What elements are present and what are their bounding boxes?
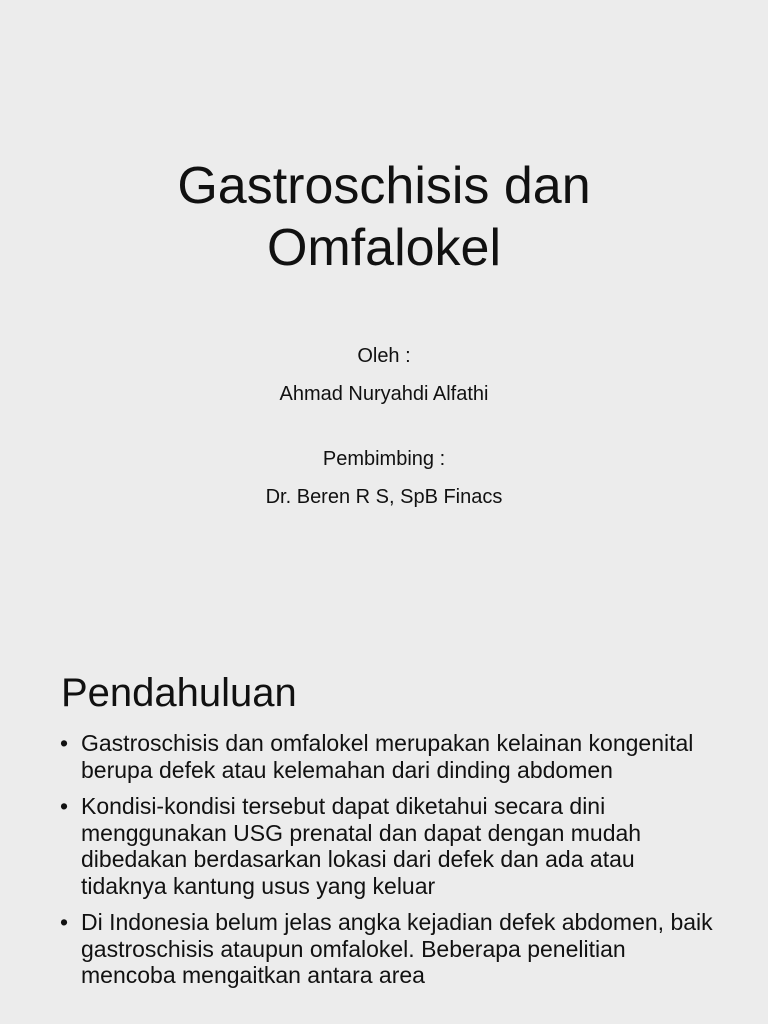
bullet-dot-icon: • [60, 730, 69, 756]
bullet-item [60, 730, 720, 783]
bullet-dot-icon: • [60, 909, 69, 935]
title-line-2: Omfalokel [266, 218, 502, 277]
advisor-name: Dr. Beren R S, SpB Finacs [265, 486, 503, 508]
author-label: Oleh : [357, 345, 411, 367]
bullet-text: Gastroschisis dan omfalokel merupakan kelainan kongenital berupa defek atau kelemahan dari dinding abdomen [81, 730, 694, 783]
slide-heading: Pendahuluan [61, 671, 297, 716]
title-line-1: Gastroschisis dan [177, 156, 591, 215]
bullet-dot-icon: • [60, 793, 69, 819]
bullet-text: Di Indonesia belum jelas angka kejadian defek abdomen, baik gastroschisis ataupun omfalokel. Beberapa penelitian mencoba mengaitkan antara area [81, 909, 713, 988]
bullet-item [60, 909, 720, 989]
advisor-label: Pembimbing : [322, 448, 446, 470]
slide-title [0, 155, 768, 279]
slide-subtitle [0, 343, 768, 522]
bullet-item [60, 793, 720, 899]
author-name: Ahmad Nuryahdi Alfathi [279, 383, 489, 405]
content-slide [0, 600, 768, 1024]
bullet-list [60, 730, 720, 999]
bullet-text: Kondisi-kondisi tersebut dapat diketahui secara dini menggunakan USG prenatal dan dapat dengan mudah dibedakan berdasarkan lokasi dari defek dan ada atau tidaknya kantung usus yang keluar [81, 793, 642, 899]
